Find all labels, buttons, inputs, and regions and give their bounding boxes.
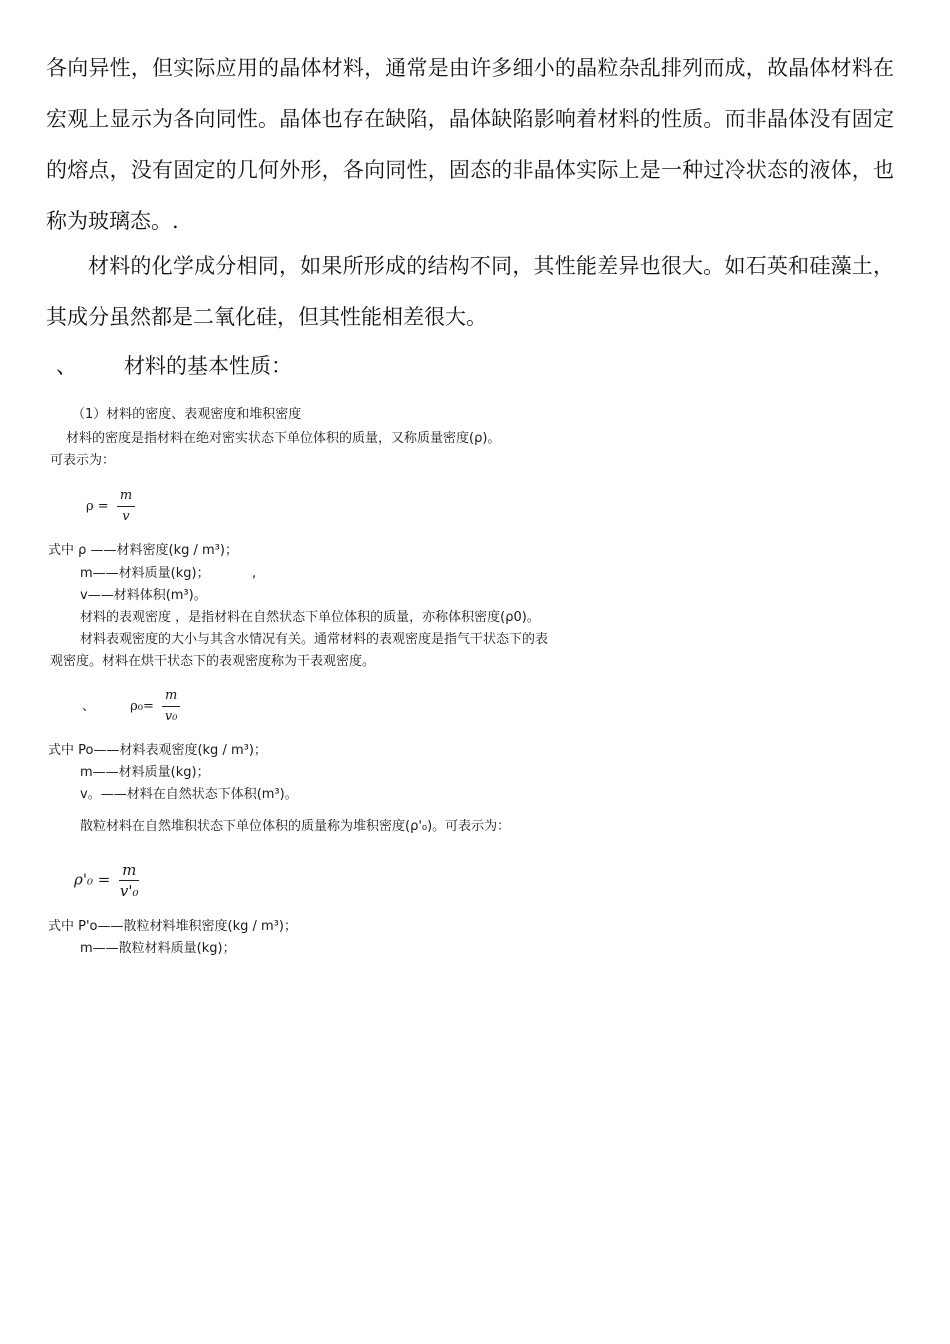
- formula-lhs: ρ₀=: [130, 699, 154, 714]
- figure-line: m——散粒材料质量(kg)；: [80, 941, 236, 956]
- figure-line: 式中 ρ ——材料密度(kg / m³)；: [48, 543, 238, 558]
- body-paragraph-2: 材料的化学成分相同，如果所形成的结构不同，其性能差异也很大。如石英和硅藻土，其成分虽然都是二氧化硅，但其性能相差很大。: [46, 254, 894, 329]
- heading-text: 材料的基本性质：: [124, 354, 292, 378]
- apparent-density-formula: [82, 688, 180, 725]
- figure-line: m——材料质量(kg)；: [80, 566, 210, 581]
- formula-numerator: m: [117, 488, 135, 507]
- formula-numerator: m: [162, 688, 180, 707]
- figure-line: 观密度。材料在烘干状态下的表观密度称为干表观密度。: [50, 654, 376, 669]
- figure-line: 可表示为：: [50, 453, 116, 468]
- figure-line: 材料的表观密度 ，是指材料在自然状态下单位体积的质量，亦称体积密度(ρ0)。: [80, 610, 540, 625]
- figure-line: v——材料体积(m³)。: [80, 588, 207, 603]
- formula-lhs: ρ'₀ =: [74, 870, 111, 889]
- section-heading: [56, 341, 292, 392]
- figure-comma: ,: [252, 566, 257, 581]
- formula-lhs: ρ =: [86, 499, 109, 514]
- figure-line: v。——材料在自然状态下体积(m³)。: [80, 787, 298, 802]
- density-formula: [86, 488, 135, 525]
- formula-denominator: v'₀: [119, 882, 139, 900]
- formula-fraction: [119, 862, 139, 899]
- formula-denominator: v: [122, 509, 130, 524]
- figure-line: 材料的密度是指材料在绝对密实状态下单位体积的质量，又称质量密度(ρ)。: [66, 431, 501, 446]
- embedded-figure: [46, 400, 646, 980]
- figure-line: m——材料质量(kg)；: [80, 765, 210, 780]
- figure-line: 式中 P'o——散粒材料堆积密度(kg / m³)；: [48, 919, 297, 934]
- heading-bullet: 、: [56, 354, 77, 378]
- bulk-density-formula: [74, 862, 139, 899]
- figure-line: 散粒材料在自然堆积状态下单位体积的质量称为堆积密度(ρ'₀)。可表示为：: [80, 819, 511, 834]
- body-paragraph-1: 各向异性，但实际应用的晶体材料，通常是由许多细小的晶粒杂乱排列而成，故晶体材料在宏观上显示为各向同性。晶体也存在缺陷，晶体缺陷影响着材料的性质。而非晶体没有固定的熔点，没有固定的几何外形，各向同性，固态的非晶体实际上是一种过冷状态的液体，也称为玻璃态。.: [46, 56, 894, 233]
- figure-subheading: （1）材料的密度、表观密度和堆积密度: [72, 407, 302, 422]
- formula-mark: 、: [82, 699, 96, 714]
- formula-fraction: [162, 688, 180, 725]
- formula-numerator: m: [119, 862, 139, 881]
- figure-line: 材料表观密度的大小与其含水情况有关。通常材料的表观密度是指气干状态下的表: [80, 632, 549, 647]
- formula-fraction: [117, 488, 135, 525]
- formula-denominator: v₀: [164, 709, 178, 724]
- figure-line: 式中 Po——材料表观密度(kg / m³)；: [48, 743, 267, 758]
